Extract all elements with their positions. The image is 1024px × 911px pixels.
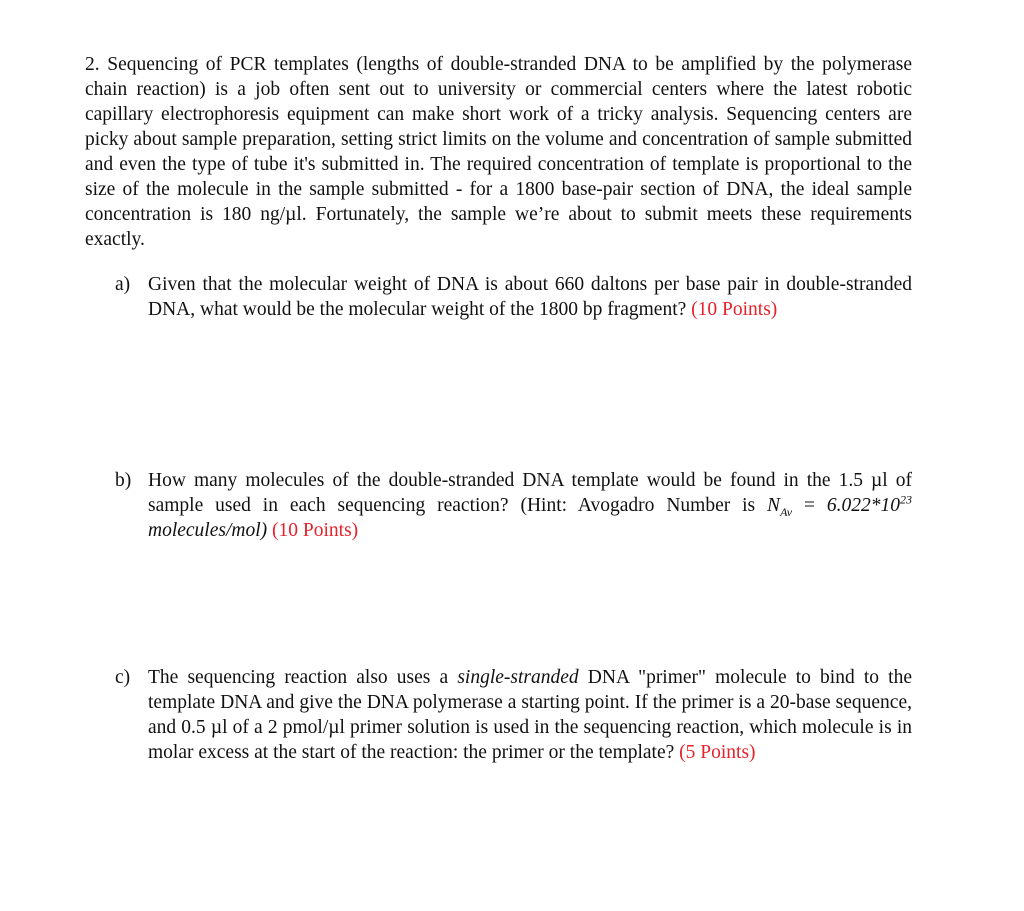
avogadro-n: N — [767, 495, 781, 516]
question-c — [115, 665, 912, 765]
question-a-points: (10 Points) — [691, 299, 778, 320]
question-b-text: How many molecules of the double-stranded DNA template would be found in the 1.5 µl of sample used in each sequencing reaction? (Hint: Avogadro Number is — [148, 470, 912, 516]
avogadro-value-base: 6.022*10 — [826, 495, 900, 516]
problem-number: 2. — [85, 54, 100, 75]
avogadro-unit: molecules/mol) — [148, 520, 268, 541]
question-b-label: b) — [115, 470, 132, 491]
question-c-text-after: DNA "primer" molecule to bind to the template DNA and give the DNA polymerase a starting point. If the primer is a 20-base sequence, and 0.5 µl of a 2 pmol/µl primer solution is used in the sequencing reaction, which molecule is in molar excess at the start of the reaction: the primer or the template? — [148, 667, 912, 763]
question-a-body — [148, 272, 912, 322]
avogadro-symbol — [767, 495, 793, 519]
problem-intro — [85, 52, 912, 252]
question-c-body — [148, 665, 912, 765]
question-b-points: (10 Points) — [272, 520, 359, 541]
question-a — [115, 272, 912, 322]
question-b-body — [148, 468, 912, 543]
problem-intro-text: Sequencing of PCR templates (lengths of double-stranded DNA to be amplified by the polymerase chain reaction) is a job often sent out to university or commercial centers where the latest robotic capillary electrophoresis equipment can make short work of a tricky analysis. Sequencing centers are picky about sample preparation, setting strict limits on the volume and concentration of sample submitted and even the type of tube it's submitted in. The required concentration of template is proportional to the size of the molecule in the sample submitted - for a 1800 base-pair section of DNA, the ideal sample concentration is 180 ng/µl. Fortunately, the sample we’re about to submit meets these requirements exactly. — [85, 54, 913, 250]
avogadro-subscript: Av — [780, 504, 793, 519]
question-c-emphasis: single-stranded — [457, 667, 579, 688]
question-b — [115, 468, 912, 543]
avogadro-exponent: 23 — [900, 492, 912, 507]
question-c-text-before: The sequencing reaction also uses a — [148, 667, 458, 688]
question-c-label: c) — [115, 667, 131, 688]
question-a-text: Given that the molecular weight of DNA is about 660 daltons per base pair in double-stranded DNA, what would be the molecular weight of the 1800 bp fragment? — [148, 274, 912, 320]
avogadro-equals: = — [792, 495, 827, 516]
question-c-points: (5 Points) — [679, 742, 756, 763]
question-a-label: a) — [115, 274, 131, 295]
